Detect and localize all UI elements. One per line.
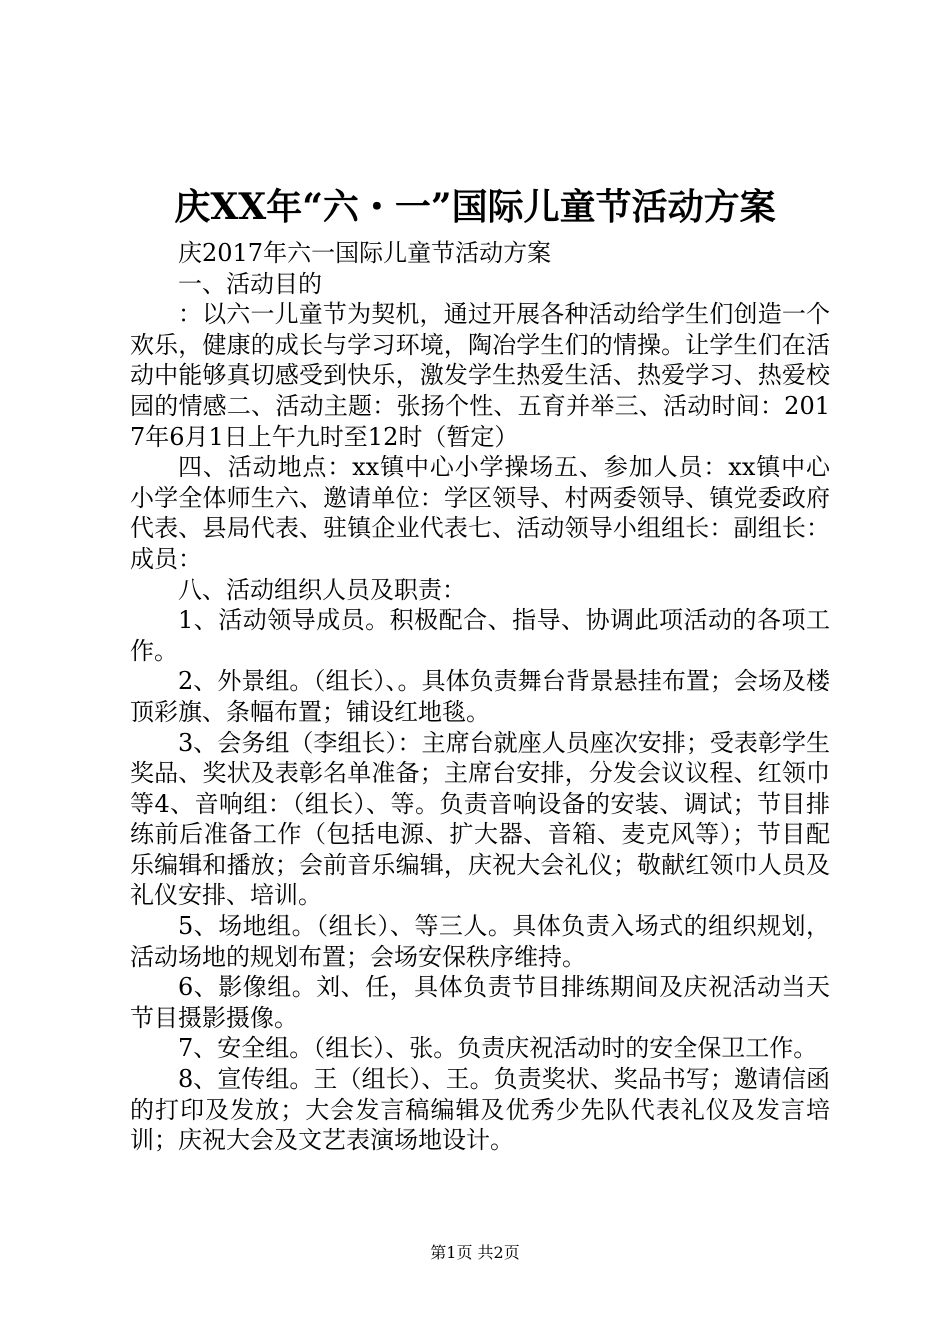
paragraph-duty-8: 8、宣传组。王（组长）、王。负责奖状、奖品书写；邀请信函的打印及发放；大会发言稿编辑及优秀少先队代表礼仪及发言培训；庆祝大会及文艺表演场地设计。 [130, 1065, 830, 1155]
paragraph-section-duties: 八、活动组织人员及职责： [178, 575, 466, 604]
paragraph-location-participants: 四、活动地点：xx镇中心小学操场五、参加人员：xx镇中心小学全体师生六、邀请单位：学区领导、村两委领导、镇党委政府代表、县局代表、驻镇企业代表七、活动领导小组组长：副组长：成员： [130, 453, 830, 573]
page-footer: 第1页 共2页 [430, 1243, 520, 1262]
paragraph-section-purpose: 一、活动目的 [178, 269, 322, 298]
paragraph-duty-2: 2、外景组。（组长）、。具体负责舞台背景悬挂布置；会场及楼顶彩旗、条幅布置；铺设红地毯。 [130, 667, 830, 726]
document-title: 庆XX年“六・一”国际儿童节活动方案 [174, 186, 776, 228]
paragraph-subtitle: 庆2017年六一国际儿童节活动方案 [178, 239, 552, 267]
paragraph-duty-6: 6、影像组。刘、任，具体负责节目排练期间及庆祝活动当天节目摄影摄像。 [130, 973, 830, 1032]
paragraph-duty-7: 7、安全组。（组长）、张。负责庆祝活动时的安全保卫工作。 [178, 1034, 818, 1063]
paragraph-duty-5: 5、场地组。（组长）、等三人。具体负责入场式的组织规划，活动场地的规划布置；会场安保秩序维持。 [130, 912, 830, 971]
paragraph-purpose-detail: ：以六一儿童节为契机，通过开展各种活动给学生们创造一个欢乐，健康的成长与学习环境，陶冶学生们的情操。让学生们在活动中能够真切感受到快乐，激发学生热爱生活、热爱学习、热爱校园的情感二、活动主题：张扬个性、五育并举三、活动时间：2017年6月1日上午九时至12时（暂定） [130, 300, 830, 451]
paragraph-duty-1: 1、活动领导成员。积极配合、指导、协调此项活动的各项工作。 [130, 606, 830, 665]
document-body [130, 238, 830, 1156]
paragraph-duty-3-4: 3、会务组（李组长）：主席台就座人员座次安排；受表彰学生奖品、奖状及表彰名单准备；主席台安排，分发会议议程、红领巾等4、音响组：（组长）、等。负责音响设备的安装、调试；节目排练前后准备工作（包括电源、扩大器、音箱、麦克风等）；节目配乐编辑和播放；会前音乐编辑，庆祝大会礼仪；敬献红领巾人员及礼仪安排、培训。 [130, 728, 830, 910]
